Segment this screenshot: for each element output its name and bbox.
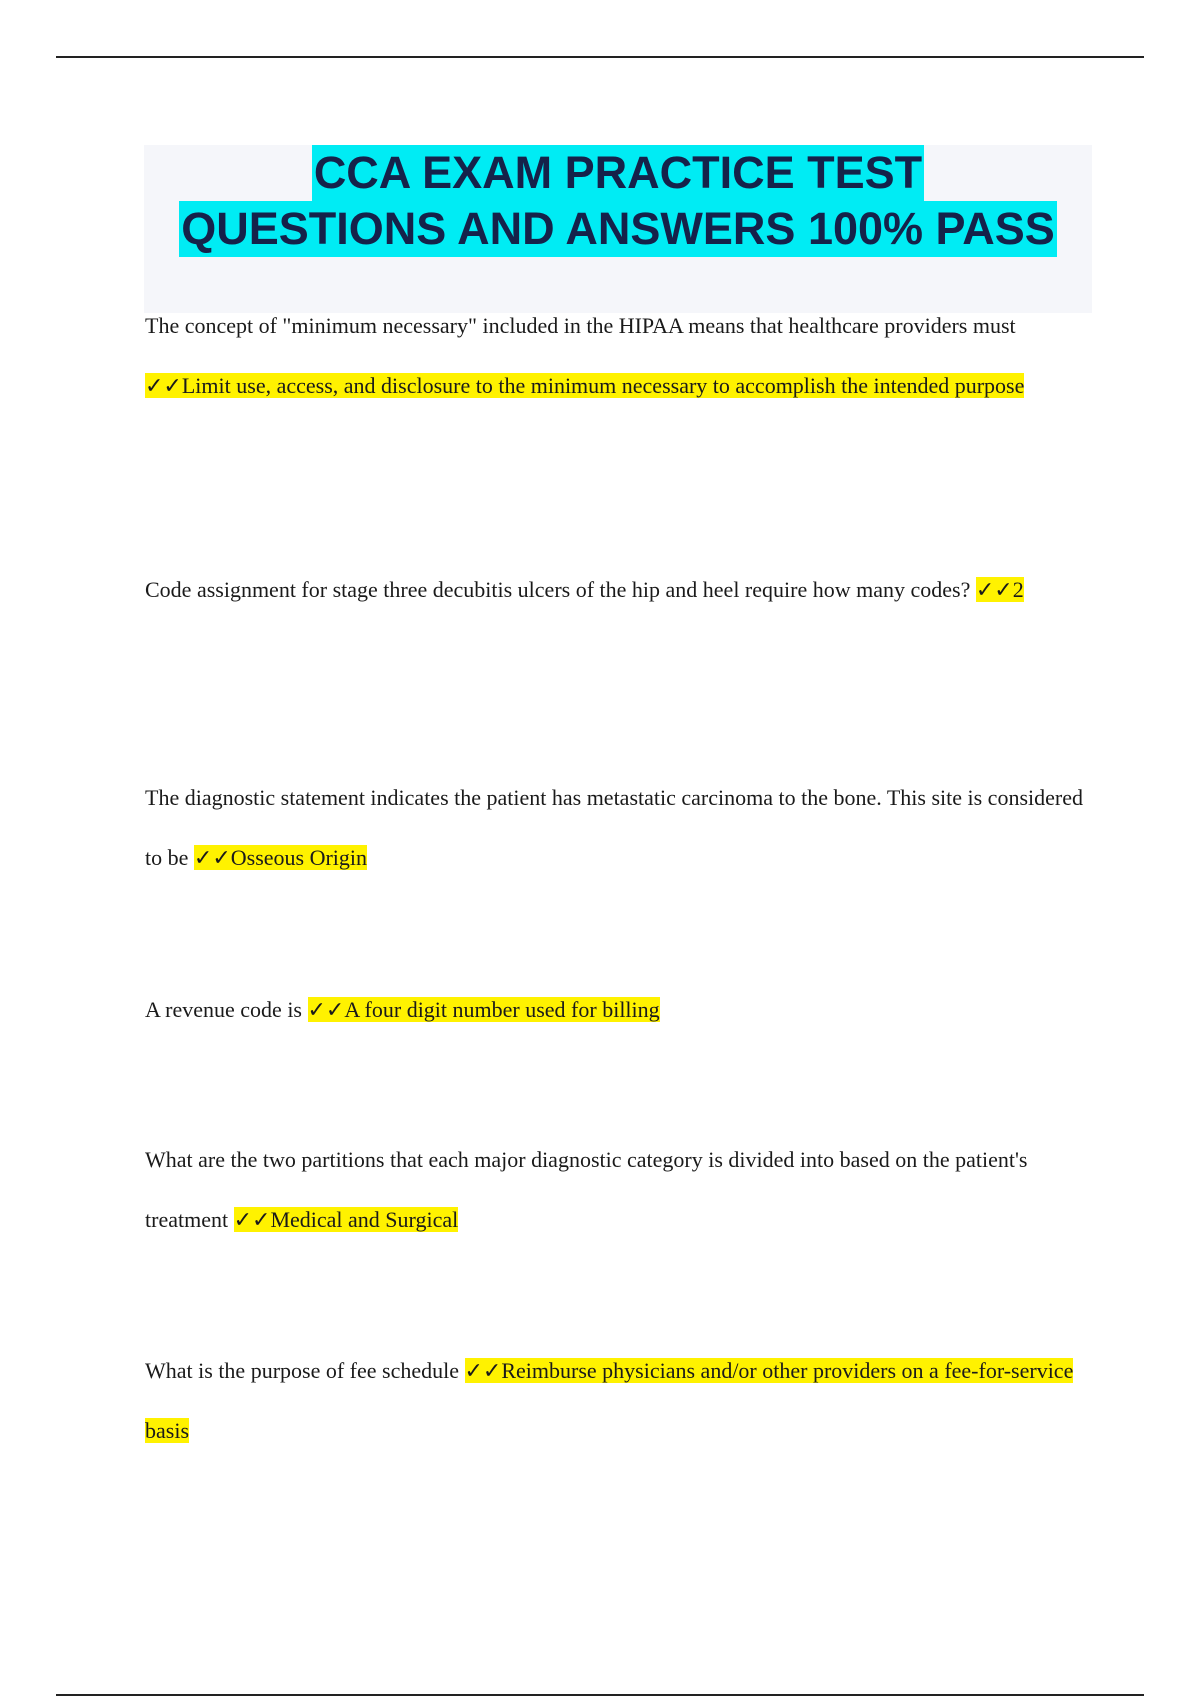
bottom-divider <box>56 1694 1144 1696</box>
answer-text: ✓✓Medical and Surgical <box>233 1207 459 1232</box>
answer-text: ✓✓Osseous Origin <box>193 845 368 870</box>
answer-text: ✓✓2 <box>975 577 1024 602</box>
document-title-line-1: CCA EXAM PRACTICE TEST <box>312 145 924 201</box>
answer-text: ✓✓Reimburse physicians and/or other providers on a fee-for-service basis <box>145 1358 1074 1443</box>
qa-item <box>145 560 1105 620</box>
qa-item <box>145 1130 1105 1250</box>
question-text: The concept of "minimum necessary" included in the HIPAA means that healthcare providers must <box>145 313 1016 338</box>
question-text: What are the two partitions that each major diagnostic category is divided into based on the patient's treatment <box>145 1147 1028 1232</box>
qa-item <box>145 768 1105 888</box>
document-title-line-2: QUESTIONS AND ANSWERS 100% PASS <box>179 201 1057 257</box>
question-text: A revenue code is <box>145 997 308 1022</box>
question-text: Code assignment for stage three decubitis ulcers of the hip and heel require how many codes? <box>145 577 976 602</box>
top-divider <box>56 56 1144 58</box>
question-text: What is the purpose of fee schedule <box>145 1358 465 1383</box>
answer-text: ✓✓A four digit number used for billing <box>307 997 660 1022</box>
question-text: The diagnostic statement indicates the patient has metastatic carcinoma to the bone. This site is considered to be <box>145 785 1083 870</box>
qa-item <box>145 1341 1105 1461</box>
answer-text: ✓✓Limit use, access, and disclosure to the minimum necessary to accomplish the intended purpose <box>145 373 1025 398</box>
document-title-block <box>144 145 1092 313</box>
qa-item <box>145 980 1105 1040</box>
qa-item <box>145 296 1105 416</box>
